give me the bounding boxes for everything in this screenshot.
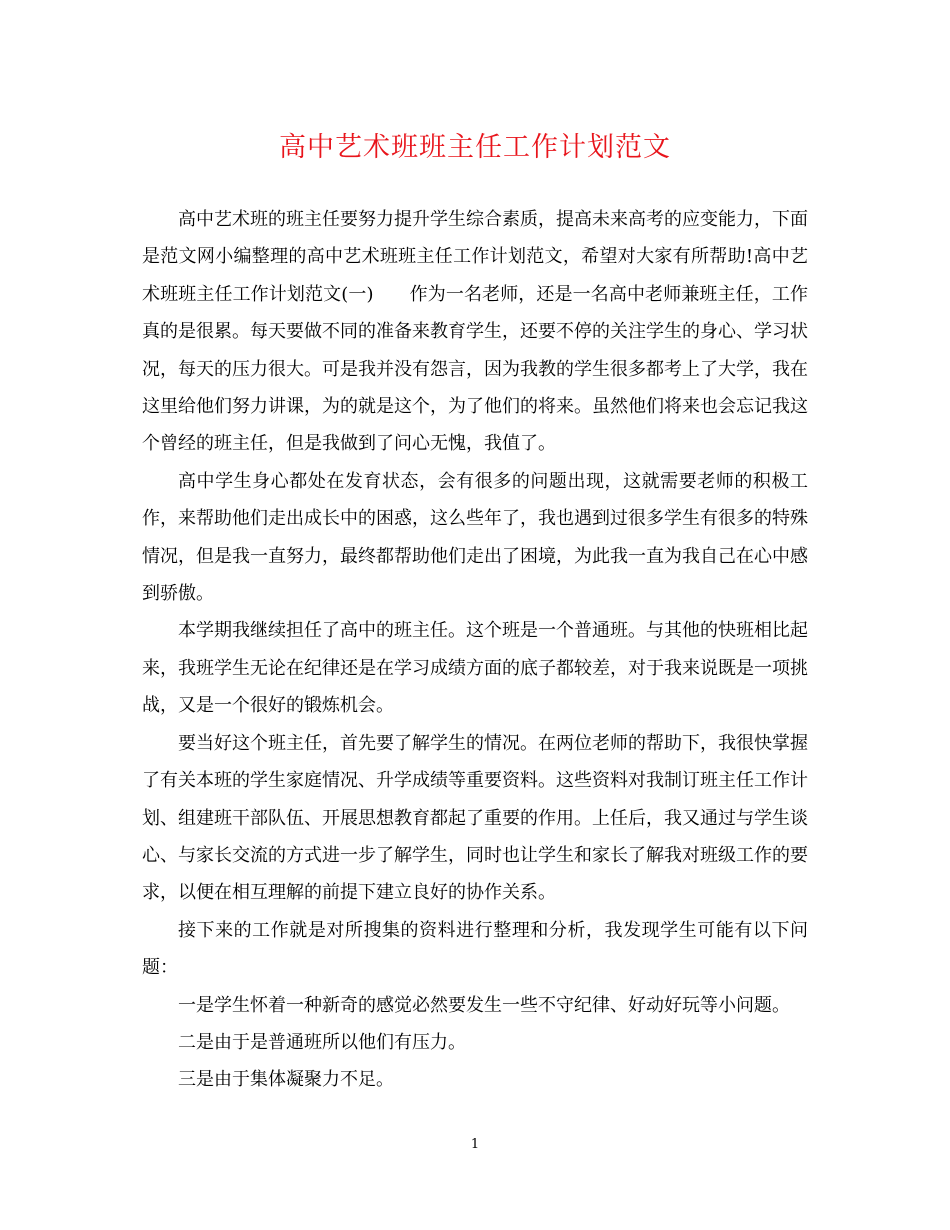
paragraph: 三是由于集体凝聚力不足。 [178,1069,394,1091]
paragraph: 要当好这个班主任，首先要了解学生的情况。在两位老师的帮助下，我很快掌握了有关本班的学生家庭情况、升学成绩等重要资料。这些资料对我制订班主任工作计划、组建班干部队伍、开展思想教育都起了重要的作用。上任后，我又通过与学生谈心、与家长交流的方式进一步了解学生，同时也让学生和家长了解我对班级工作的要求，以便在相互理解的前提下建立良好的协作关系。 [142,732,808,904]
intro-paragraph [142,201,808,463]
document-body [142,201,808,1099]
document-title: 高中艺术班班主任工作计划范文 [279,132,671,163]
page-number: 1 [470,1137,480,1152]
section-first-paragraph: 作为一名老师，还是一名高中老师兼班主任，工作真的是很累。每天要做不同的准备来教育学生，还要不停的关注学生的身心、学习状况，每天的压力很大。可是我并没有怨言，因为我教的学生很多都考上了大学，我在这里给他们努力讲课，为的就是这个，为了他们的将来。虽然他们将来也会忘记我这个曾经的班主任，但是我做到了问心无愧，我值了。 [142,283,808,455]
section-label: 高中艺术班班主任工作计划范文(一) [142,246,809,305]
paragraph: 二是由于是普通班所以他们有压力。 [178,1031,466,1053]
intro-text: 高中艺术班的班主任要努力提升学生综合素质，提高未来高考的应变能力，下面是范文网小编整理的高中艺术班班主任工作计划范文，希望对大家有所帮助! [142,209,808,268]
paragraph: 高中学生身心都处在发育状态，会有很多的问题出现，这就需要老师的积极工作，来帮助他们走出成长中的困惑，这么些年了，我也遇到过很多学生有很多的特殊情况，但是我一直努力，最终都帮助他们走出了困境，为此我一直为我自己在心中感到骄傲。 [142,470,808,605]
paragraph: 一是学生怀着一种新奇的感觉必然要发生一些不守纪律、好动好玩等小问题。 [178,994,790,1016]
paragraph: 本学期我继续担任了高中的班主任。这个班是一个普通班。与其他的快班相比起来，我班学生无论在纪律还是在学习成绩方面的底子都较差，对于我来说既是一项挑战，又是一个很好的锻炼机会。 [142,620,808,717]
paragraph: 接下来的工作就是对所搜集的资料进行整理和分析，我发现学生可能有以下问题： [142,919,808,979]
